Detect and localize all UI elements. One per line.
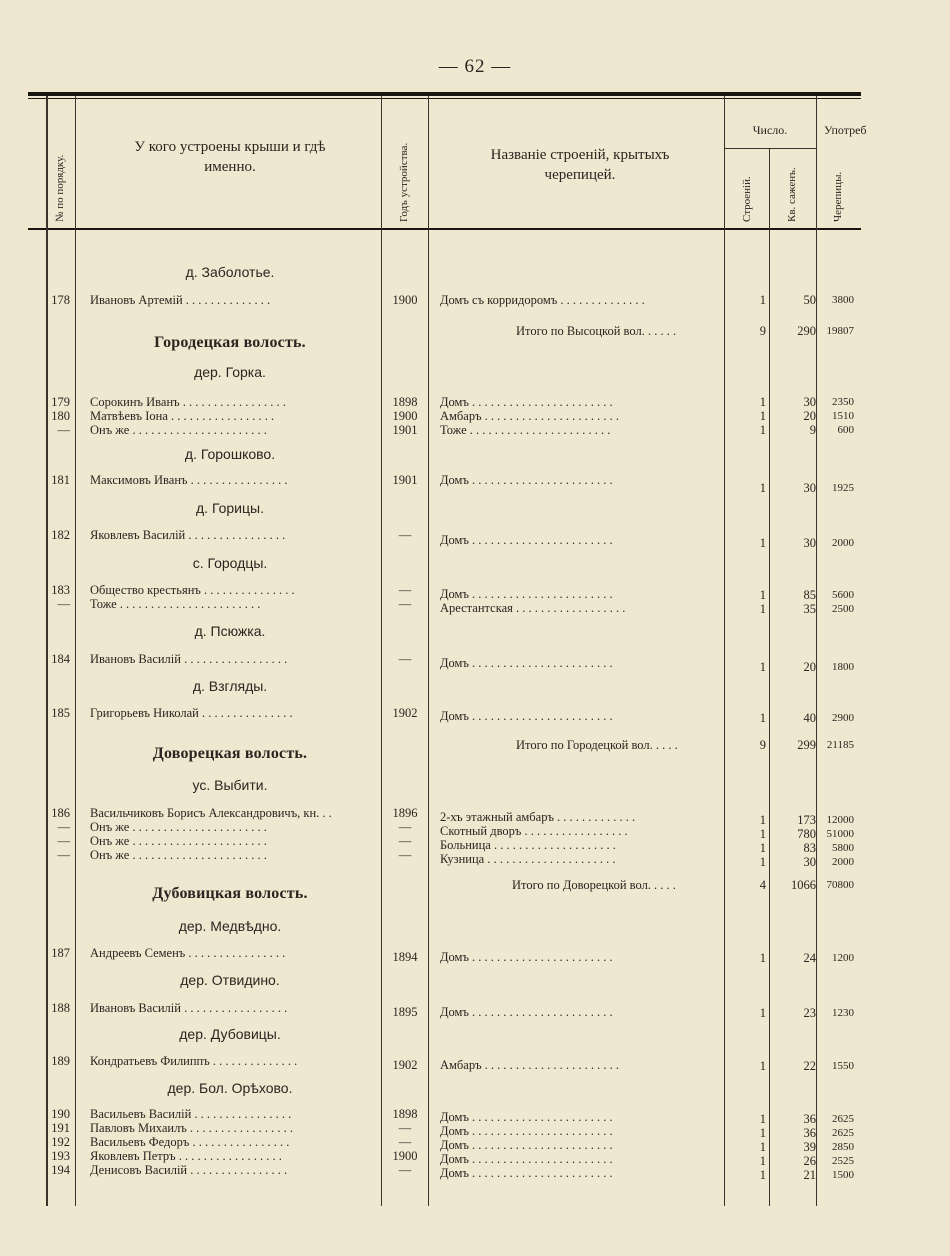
section-heading: дер. Горка. (194, 364, 266, 380)
row-stroeny: 1 (759, 1059, 766, 1073)
row-number: — (57, 834, 70, 848)
row-kv-sazhen: 35 (803, 602, 816, 616)
row-kv-sazhen: 30 (803, 855, 816, 869)
row-building: Домъ . . . . . . . . . . . . . . . . . . . . . . . (440, 1166, 613, 1180)
row-kv-sazhen: 21 (803, 1168, 816, 1182)
row-year: — (398, 1135, 412, 1149)
table-row (0, 1135, 861, 1154)
row-stroeny: 1 (759, 395, 766, 409)
header-chislo: Число. (752, 123, 788, 137)
row-cherepicy: 5800 (832, 842, 854, 854)
row-building: Домъ . . . . . . . . . . . . . . . . . . . . . . . (440, 709, 613, 723)
row-number: — (57, 423, 70, 437)
row-number: 186 (51, 806, 70, 820)
row-cherepicy: 2000 (832, 537, 854, 549)
row-owner: Онъ же . . . . . . . . . . . . . . . . . . . . . . (90, 848, 267, 862)
row-cherepicy: 5600 (832, 589, 854, 601)
section-heading: д. Псюжка. (194, 623, 266, 639)
row-building: Домъ . . . . . . . . . . . . . . . . . . . . . . . (440, 1124, 613, 1138)
total-stroeny: 9 (759, 738, 766, 752)
header-used: Употреб (824, 123, 867, 137)
section-heading: д. Взгляды. (192, 678, 268, 694)
header-owner: У кого устроены крыши и гдѣ именно. (134, 139, 326, 176)
header-kv: Кв. саженъ. (786, 167, 798, 222)
row-year: — (398, 652, 412, 666)
col-line-kv (816, 96, 817, 1206)
row-year: 1901 (392, 423, 418, 437)
row-stroeny: 1 (759, 293, 766, 307)
row-building: Домъ . . . . . . . . . . . . . . . . . . . . . . . (440, 1138, 613, 1152)
header-num: № по порядку. (54, 154, 66, 222)
row-owner: Ивановъ Василій . . . . . . . . . . . . . . . . . (90, 1001, 288, 1015)
header-building: Названіе строеній, крытыхъ черепицей. (490, 147, 670, 184)
row-kv-sazhen: 24 (803, 951, 816, 965)
row-number: — (57, 820, 70, 834)
row-kv-sazhen: 780 (797, 827, 816, 841)
table-row (0, 1149, 861, 1168)
row-year: 1900 (392, 409, 418, 423)
row-cherepicy: 1800 (832, 661, 854, 673)
row-year: — (398, 820, 412, 834)
col-line-building (724, 96, 725, 1206)
row-year: 1895 (392, 1005, 418, 1019)
row-kv-sazhen: 36 (803, 1126, 816, 1140)
row-kv-sazhen: 30 (803, 481, 816, 495)
table-row (0, 834, 861, 855)
section-heading: д. Горошково. (184, 446, 276, 462)
row-cherepicy: 1230 (832, 1007, 854, 1019)
row-building: Амбаръ . . . . . . . . . . . . . . . . . . . . . . (440, 409, 620, 423)
table-row (0, 293, 861, 307)
row-building: Домъ . . . . . . . . . . . . . . . . . . . . . . . (440, 587, 613, 601)
row-stroeny: 1 (759, 1006, 766, 1020)
row-cherepicy: 12000 (826, 814, 854, 826)
table-row (0, 652, 861, 674)
row-number: 181 (51, 473, 70, 487)
row-stroeny: 1 (759, 602, 766, 616)
header-bottom-rule (28, 228, 861, 230)
row-building: Домъ . . . . . . . . . . . . . . . . . . . . . . . (440, 1110, 613, 1124)
row-year: — (398, 597, 412, 611)
row-owner: Васильевъ Федоръ . . . . . . . . . . . . . . . . (90, 1135, 290, 1149)
row-kv-sazhen: 173 (797, 813, 816, 827)
row-kv-sazhen: 40 (803, 711, 816, 725)
col-line-year (428, 96, 429, 1206)
row-kv-sazhen: 20 (803, 409, 816, 423)
row-number: 187 (51, 946, 70, 960)
table-row (0, 583, 861, 602)
row-building: Домъ съ корридоромъ . . . . . . . . . . . . . . (440, 293, 645, 307)
row-cherepicy: 600 (837, 424, 854, 436)
row-owner: Павловъ Михаилъ . . . . . . . . . . . . . . . . . (90, 1121, 294, 1135)
section-heading: дер. Отвидино. (180, 972, 280, 988)
row-cherepicy: 51000 (826, 828, 854, 840)
table-row (0, 1107, 861, 1126)
row-owner: Григорьевъ Николай . . . . . . . . . . . . . . . (90, 706, 293, 720)
row-owner: Ивановъ Артемій . . . . . . . . . . . . . . (90, 293, 271, 307)
total-kv: 1066 (791, 878, 816, 892)
row-cherepicy: 2525 (832, 1155, 854, 1167)
row-stroeny: 1 (759, 841, 766, 855)
row-number: 189 (51, 1054, 70, 1068)
row-stroeny: 1 (759, 1168, 766, 1182)
row-kv-sazhen: 26 (803, 1154, 816, 1168)
header-cherepicy: Черепицы. (832, 171, 844, 222)
row-owner: Сорокинъ Иванъ . . . . . . . . . . . . . . . . . (90, 395, 286, 409)
row-owner: Онъ же . . . . . . . . . . . . . . . . . . . . . . (90, 834, 267, 848)
row-stroeny: 1 (759, 1154, 766, 1168)
row-building: Домъ . . . . . . . . . . . . . . . . . . . . . . . (440, 1005, 613, 1019)
row-number: 179 (51, 395, 70, 409)
total-kv: 299 (797, 738, 816, 752)
row-building: Домъ . . . . . . . . . . . . . . . . . . . . . . . (440, 533, 613, 547)
row-number: — (57, 848, 70, 862)
row-owner: Матвѣевъ Іона . . . . . . . . . . . . . . . . . (90, 409, 275, 423)
row-building: Домъ . . . . . . . . . . . . . . . . . . . . . . . (440, 1152, 613, 1166)
row-stroeny: 1 (759, 1140, 766, 1154)
row-year: — (398, 1121, 412, 1135)
col-line-left (46, 96, 48, 1206)
row-stroeny: 1 (759, 855, 766, 869)
row-kv-sazhen: 36 (803, 1112, 816, 1126)
col-line-num (75, 96, 76, 1206)
row-owner: Яковлевъ Петръ . . . . . . . . . . . . . . . . . (90, 1149, 282, 1163)
row-kv-sazhen: 30 (803, 536, 816, 550)
table-row (0, 946, 861, 965)
table-row (0, 597, 861, 616)
row-stroeny: 1 (759, 409, 766, 423)
row-owner: Максимовъ Иванъ . . . . . . . . . . . . . . . . (90, 473, 288, 487)
row-year: 1894 (392, 950, 418, 964)
row-year: — (398, 848, 412, 862)
row-year: 1898 (392, 1107, 418, 1121)
row-stroeny: 1 (759, 423, 766, 437)
row-building: Амбаръ . . . . . . . . . . . . . . . . . . . . . . (440, 1058, 620, 1072)
row-cherepicy: 2625 (832, 1113, 854, 1125)
total-cherepicy: 21185 (826, 739, 854, 751)
row-year: — (398, 583, 412, 597)
row-cherepicy: 2625 (832, 1127, 854, 1139)
page-number: — 62 — (438, 56, 512, 77)
row-number: 188 (51, 1001, 70, 1015)
table-row (0, 706, 861, 725)
table-row (0, 848, 861, 869)
row-stroeny: 1 (759, 711, 766, 725)
row-stroeny: 1 (759, 951, 766, 965)
row-owner: Денисовъ Василій . . . . . . . . . . . . . . . . (90, 1163, 288, 1177)
row-owner: Кондратьевъ Филиппъ . . . . . . . . . . . . . . (90, 1054, 298, 1068)
row-year: 1901 (392, 473, 418, 487)
top-rule (28, 92, 861, 96)
volost-heading: Дубовицкая волость. (152, 885, 308, 902)
row-cherepicy: 2350 (832, 396, 854, 408)
row-year: — (398, 1163, 412, 1177)
row-cherepicy: 2500 (832, 603, 854, 615)
table-row (0, 1163, 861, 1182)
row-cherepicy: 1200 (832, 952, 854, 964)
row-cherepicy: 2000 (832, 856, 854, 868)
row-building: Скотный дворъ . . . . . . . . . . . . . . . . . (440, 824, 628, 838)
row-owner: Васильевъ Василій . . . . . . . . . . . . . . . . (90, 1107, 292, 1121)
row-owner: Онъ же . . . . . . . . . . . . . . . . . . . . . . (90, 423, 267, 437)
section-heading: дер. Дубовицы. (179, 1026, 281, 1042)
row-stroeny: 1 (759, 588, 766, 602)
row-year: 1902 (392, 706, 418, 720)
row-building: Домъ . . . . . . . . . . . . . . . . . . . . . . . (440, 473, 613, 487)
row-cherepicy: 1925 (832, 482, 854, 494)
section-heading: д. Заболотье. (185, 264, 275, 280)
row-kv-sazhen: 9 (809, 423, 816, 437)
total-kv: 290 (797, 324, 816, 338)
row-building: Тоже . . . . . . . . . . . . . . . . . . . . . . . (440, 423, 611, 437)
row-owner: Онъ же . . . . . . . . . . . . . . . . . . . . . . (90, 820, 267, 834)
total-label: Итого по Высоцкой вол. . . . . . (516, 324, 677, 338)
row-cherepicy: 1500 (832, 1169, 854, 1181)
row-stroeny: 1 (759, 1126, 766, 1140)
row-stroeny: 1 (759, 660, 766, 674)
row-number: 184 (51, 652, 70, 666)
row-building: Домъ . . . . . . . . . . . . . . . . . . . . . . . (440, 950, 613, 964)
row-year: — (398, 834, 412, 848)
row-stroeny: 1 (759, 481, 766, 495)
row-year: 1896 (392, 806, 418, 820)
row-stroeny: 1 (759, 1112, 766, 1126)
row-year: 1902 (392, 1058, 418, 1072)
header-year: Годъ устройства. (398, 142, 410, 222)
row-stroeny: 1 (759, 827, 766, 841)
table-row (0, 423, 861, 437)
volost-heading: Городецкая волость. (154, 334, 306, 351)
row-owner: Тоже . . . . . . . . . . . . . . . . . . . . . . . (90, 597, 261, 611)
row-cherepicy: 2850 (832, 1141, 854, 1153)
section-heading: дер. Медвѣдно. (178, 918, 282, 934)
row-building: Домъ . . . . . . . . . . . . . . . . . . . . . . . (440, 656, 613, 670)
row-building: Домъ . . . . . . . . . . . . . . . . . . . . . . . (440, 395, 613, 409)
col-line-owner (381, 96, 382, 1206)
volost-heading: Доворецкая волость. (152, 745, 308, 762)
total-stroeny: 4 (759, 878, 766, 892)
row-building: Больница . . . . . . . . . . . . . . . . . . . . (440, 838, 616, 852)
section-heading: д. Горицы. (196, 500, 264, 516)
total-label: Итого по Доворецкой вол. . . . . (512, 878, 676, 892)
section-heading: дер. Бол. Орѣхово. (167, 1080, 293, 1096)
row-number: — (57, 597, 70, 611)
row-number: 194 (51, 1163, 70, 1177)
row-building: 2-хъ этажный амбаръ . . . . . . . . . . . . . (440, 810, 636, 824)
row-number: 182 (51, 528, 70, 542)
row-stroeny: 1 (759, 813, 766, 827)
row-cherepicy: 1550 (832, 1060, 854, 1072)
total-stroeny: 9 (759, 324, 766, 338)
row-kv-sazhen: 30 (803, 395, 816, 409)
row-number: 180 (51, 409, 70, 423)
row-year: 1900 (392, 293, 418, 307)
table-row (0, 820, 861, 841)
total-cherepicy: 70800 (826, 879, 854, 891)
section-heading: с. Городцы. (192, 555, 268, 571)
row-number: 191 (51, 1121, 70, 1135)
row-cherepicy: 1510 (832, 410, 854, 422)
row-number: 193 (51, 1149, 70, 1163)
total-label: Итого по Городецкой вол. . . . . (516, 738, 678, 752)
row-kv-sazhen: 50 (803, 293, 816, 307)
row-kv-sazhen: 83 (803, 841, 816, 855)
table-row (0, 409, 861, 423)
row-number: 185 (51, 706, 70, 720)
row-owner: Андреевъ Семенъ . . . . . . . . . . . . . . . . (90, 946, 286, 960)
row-cherepicy: 3800 (832, 294, 854, 306)
row-year: — (398, 528, 412, 542)
row-owner: Общество крестьянъ . . . . . . . . . . . . . . . (90, 583, 295, 597)
row-year: 1898 (392, 395, 418, 409)
row-number: 192 (51, 1135, 70, 1149)
top-rule-thin (28, 98, 861, 99)
row-owner: Яковлевъ Василій . . . . . . . . . . . . . . . . (90, 528, 286, 542)
section-heading: ус. Выбити. (192, 777, 268, 793)
row-kv-sazhen: 22 (803, 1059, 816, 1073)
table-row (0, 1121, 861, 1140)
table-row (0, 1054, 861, 1073)
row-kv-sazhen: 20 (803, 660, 816, 674)
table-row (0, 528, 861, 550)
row-kv-sazhen: 23 (803, 1006, 816, 1020)
row-number: 183 (51, 583, 70, 597)
total-cherepicy: 19807 (826, 325, 854, 337)
table-row (0, 473, 861, 495)
row-year: 1900 (392, 1149, 418, 1163)
row-stroeny: 1 (759, 536, 766, 550)
row-building: Кузница . . . . . . . . . . . . . . . . . . . . . (440, 852, 616, 866)
row-building: Арестантская . . . . . . . . . . . . . . . . . . (440, 601, 626, 615)
table-row (0, 395, 861, 409)
chislo-underline (724, 148, 816, 149)
row-number: 190 (51, 1107, 70, 1121)
header-stroeny: Строеній. (741, 176, 753, 222)
row-kv-sazhen: 39 (803, 1140, 816, 1154)
row-owner: Васильчиковъ Борисъ Александровичъ, кн. . . (90, 806, 332, 820)
row-kv-sazhen: 85 (803, 588, 816, 602)
row-number: 178 (51, 293, 70, 307)
row-owner: Ивановъ Василій . . . . . . . . . . . . . . . . . (90, 652, 288, 666)
row-cherepicy: 2900 (832, 712, 854, 724)
table-row (0, 1001, 861, 1020)
